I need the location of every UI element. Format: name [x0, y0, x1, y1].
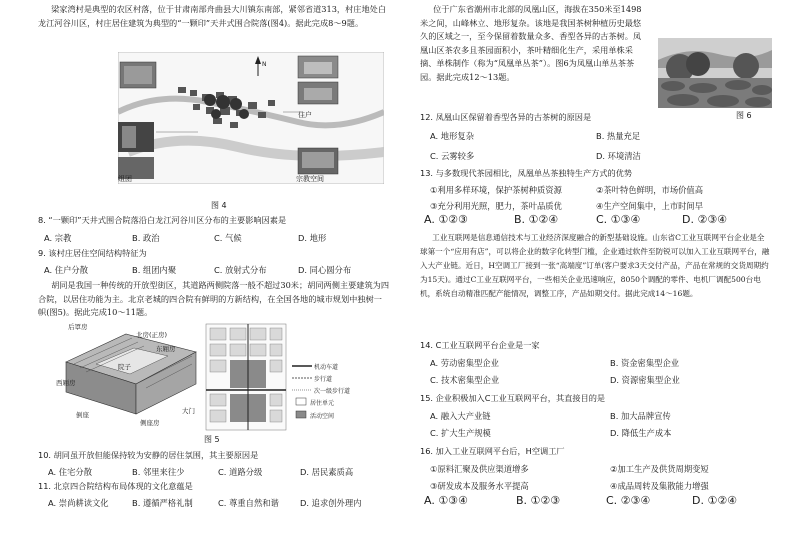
question-11-stem: 11. 北京四合院结构布局体现的文化意蕴是	[38, 481, 193, 491]
fig5-label-gate: 大门	[182, 407, 195, 415]
intro-hutong: 胡同是我国一种传统的开放型街区，其道路两侧院落一般不超过30米；胡同两侧主要建筑为四合院，以居住功能为主。北京老城的四合院有鲜明的方新结构，在全国各地的城市规划中独树一帜(图5)。据此完成10～11题。	[38, 280, 390, 317]
q16-option-c[interactable]: C. ②③④	[606, 494, 651, 507]
q16-item-2: ②加工生产及供货周期变短	[610, 464, 709, 474]
figure-4-village-map	[118, 52, 384, 184]
question-15-stem: 15. 企业积极加入C工业互联网平台，其直接目的是	[420, 393, 606, 403]
q16-item-4: ④成品周转及集散能力增强	[610, 481, 709, 491]
q15-option-c[interactable]: C. 扩大生产规模	[430, 428, 491, 438]
question-13-stem: 13. 与多数现代茶园相比，凤凰单丛茶独特生产方式的优势	[420, 168, 633, 178]
q9-option-b[interactable]: B. 组团内聚	[132, 265, 177, 275]
q13-item-4: ④生产空间集中，上市时间早	[596, 201, 704, 211]
fig5-label-side-room: 侧座房	[140, 419, 160, 427]
q11-option-d[interactable]: D. 追求创外理内	[300, 498, 362, 508]
q15-option-b[interactable]: B. 加大品牌宣传	[610, 411, 671, 421]
village-map-svg	[118, 52, 384, 184]
question-9-stem: 9. 该村庄居住空间结构特征为	[38, 248, 147, 258]
q15-option-a[interactable]: A. 融入大产业链	[430, 411, 491, 421]
fig5-legend-activity-space: 活动空间	[310, 413, 335, 420]
fig4-label-religious-space: 宗教空间	[296, 175, 324, 183]
q11-option-b[interactable]: B. 遵循严格礼制	[132, 498, 193, 508]
fig5-label-west-wing: 西厢房	[56, 379, 76, 387]
q8-option-a[interactable]: A. 宗教	[44, 233, 72, 243]
q13-item-2: ②茶叶特色鲜明，市场价值高	[596, 185, 704, 195]
figure-5-siheyuan	[56, 322, 390, 432]
q13-item-1: ①利用多样环境，保护茶树种质资源	[430, 185, 562, 195]
question-10-stem: 10. 胡同虽开放但能保持较为安静的居住氛围，其主要原因是	[38, 450, 259, 460]
q14-option-a[interactable]: A. 劳动密集型企业	[430, 358, 499, 368]
q11-option-c[interactable]: C. 尊重自然和谐	[218, 498, 279, 508]
q14-option-c[interactable]: C. 技术密集型企业	[430, 375, 500, 385]
q8-option-c[interactable]: C. 气候	[214, 233, 242, 243]
question-12-stem: 12. 凤凰山区保留着香型各异的古茶树的原因是	[420, 112, 592, 122]
q14-option-b[interactable]: B. 资金密集型企业	[610, 358, 680, 368]
q9-option-d[interactable]: D. 同心圆分布	[298, 265, 352, 275]
q15-option-d[interactable]: D. 降低生产成本	[610, 428, 672, 438]
fig5-label-hou-zhao-fang: 后罩房	[68, 323, 88, 331]
intro-phoenix-tea: 位于广东省潮州市北部的凤凰山区，海拔在350米至1498米之间，山峰林立、地形复杂。该地是我国茶树种植历史最悠久的区域之一，至今保留着数量众多、香型各异的古茶树。凤凰山区茶农多且茶园面积小，茶叶精细化生产，采用单株采摘、单株制作（称为“凤凰单丛茶”）。图6为凤凰山单丛茶茶园。据此完成12～13题。	[420, 4, 642, 82]
q10-option-a[interactable]: A. 住宅分散	[48, 467, 92, 477]
intro-village: 梁家湾村是典型的农区村落，位于甘肃南部舟曲县大川镇东南部，紧邻省道313，村庄地处白龙江河谷川区，村庄居住建筑为典型的“一颗印”天井式围合院落(图4)。据此完成8～9题。	[38, 4, 387, 28]
q10-option-d[interactable]: D. 居民素质高	[300, 467, 354, 477]
question-8-stem: 8. “一颗印”天井式围合院落沿白龙江河谷川区分布的主要影响因素是	[38, 215, 287, 225]
q12-option-d[interactable]: D. 环境清洁	[596, 151, 641, 161]
q13-option-c[interactable]: C. ①③④	[596, 213, 641, 226]
q13-option-b[interactable]: B. ①②④	[514, 213, 559, 226]
q12-option-a[interactable]: A. 地形复杂	[430, 131, 474, 141]
q13-option-a[interactable]: A. ①②③	[424, 213, 468, 226]
fig5-legend-secondary-walkway: 次一级步行道	[314, 388, 351, 395]
q8-option-b[interactable]: B. 政治	[132, 233, 160, 243]
fig5-legend-vehicle-road: 机动车道	[314, 364, 339, 371]
q12-option-c[interactable]: C. 云雾较多	[430, 151, 475, 161]
q12-option-b[interactable]: B. 热量充足	[596, 131, 641, 141]
question-16-stem: 16. 加入工业互联网平台后，H空调工厂	[420, 446, 565, 456]
q16-item-1: ①原料汇聚及供应渠道增多	[430, 464, 529, 474]
question-14-stem: 14. C工业互联网平台企业是一家	[420, 340, 540, 350]
fig5-label-dao-zuo: 倒座	[76, 411, 89, 419]
fig4-label-household: 住户	[298, 111, 312, 119]
q16-option-a[interactable]: A. ①③④	[424, 494, 468, 507]
tea-garden-svg	[658, 38, 772, 108]
q9-option-a[interactable]: A. 住户分散	[44, 265, 88, 275]
q16-item-3: ③研发成本及服务水平提高	[430, 481, 529, 491]
figure-6-tea-garden-photo	[658, 38, 772, 108]
q14-option-d[interactable]: D. 资源密集型企业	[610, 375, 680, 385]
siheyuan-svg	[56, 322, 390, 432]
q8-option-d[interactable]: D. 地形	[298, 233, 327, 243]
fig5-legend-walkway: 步行道	[314, 376, 333, 383]
q16-option-b[interactable]: B. ①②③	[516, 494, 561, 507]
q11-option-a[interactable]: A. 崇尚耕读文化	[48, 498, 109, 508]
fig5-label-courtyard: 院子	[118, 363, 131, 371]
figure-4-caption: 图 4	[211, 201, 227, 210]
q13-item-3: ③充分利用光照，肥力，茶叶品质优	[430, 201, 562, 211]
intro-industrial-internet: 工业互联网是信息通信技术与工业经济深度融合的新型基础设施。山东省C工业互联网平台企业是全球第一个“应用有店”，可以将企业的数字化转型门槛，企业通过软件至防锐可以加入工业互联网平台，融入大产业链。近日，H空调工厂接到一张“高端度”订单(客户要求3天交付产品，产品在常规的交货周期约为15天)。通过C工业互联网平台，一些相关企业迅速响应，8050个调配的零件、电机厂调配500台电机，系统自动精准匹配产能情况，调整工序，产品如期交付。据此完成14～16题。	[420, 233, 770, 298]
fig4-label-cluster: 组团	[118, 175, 132, 183]
fig5-label-north-room: 北房(正房)	[136, 331, 168, 339]
fig5-legend-residential-unit: 居住单元	[310, 400, 335, 407]
q10-option-c[interactable]: C. 道路分级	[218, 467, 263, 477]
fig5-label-east-wing: 东厢房	[156, 345, 176, 353]
figure-5-caption: 图 5	[204, 435, 220, 444]
q16-option-d[interactable]: D. ①②④	[692, 494, 738, 507]
q13-option-d[interactable]: D. ②③④	[682, 213, 728, 226]
q9-option-c[interactable]: C. 放射式分布	[214, 265, 267, 275]
figure-6-caption: 图 6	[736, 111, 752, 120]
svg-text:N: N	[262, 61, 267, 68]
q10-option-b[interactable]: B. 邻里来往少	[132, 467, 185, 477]
